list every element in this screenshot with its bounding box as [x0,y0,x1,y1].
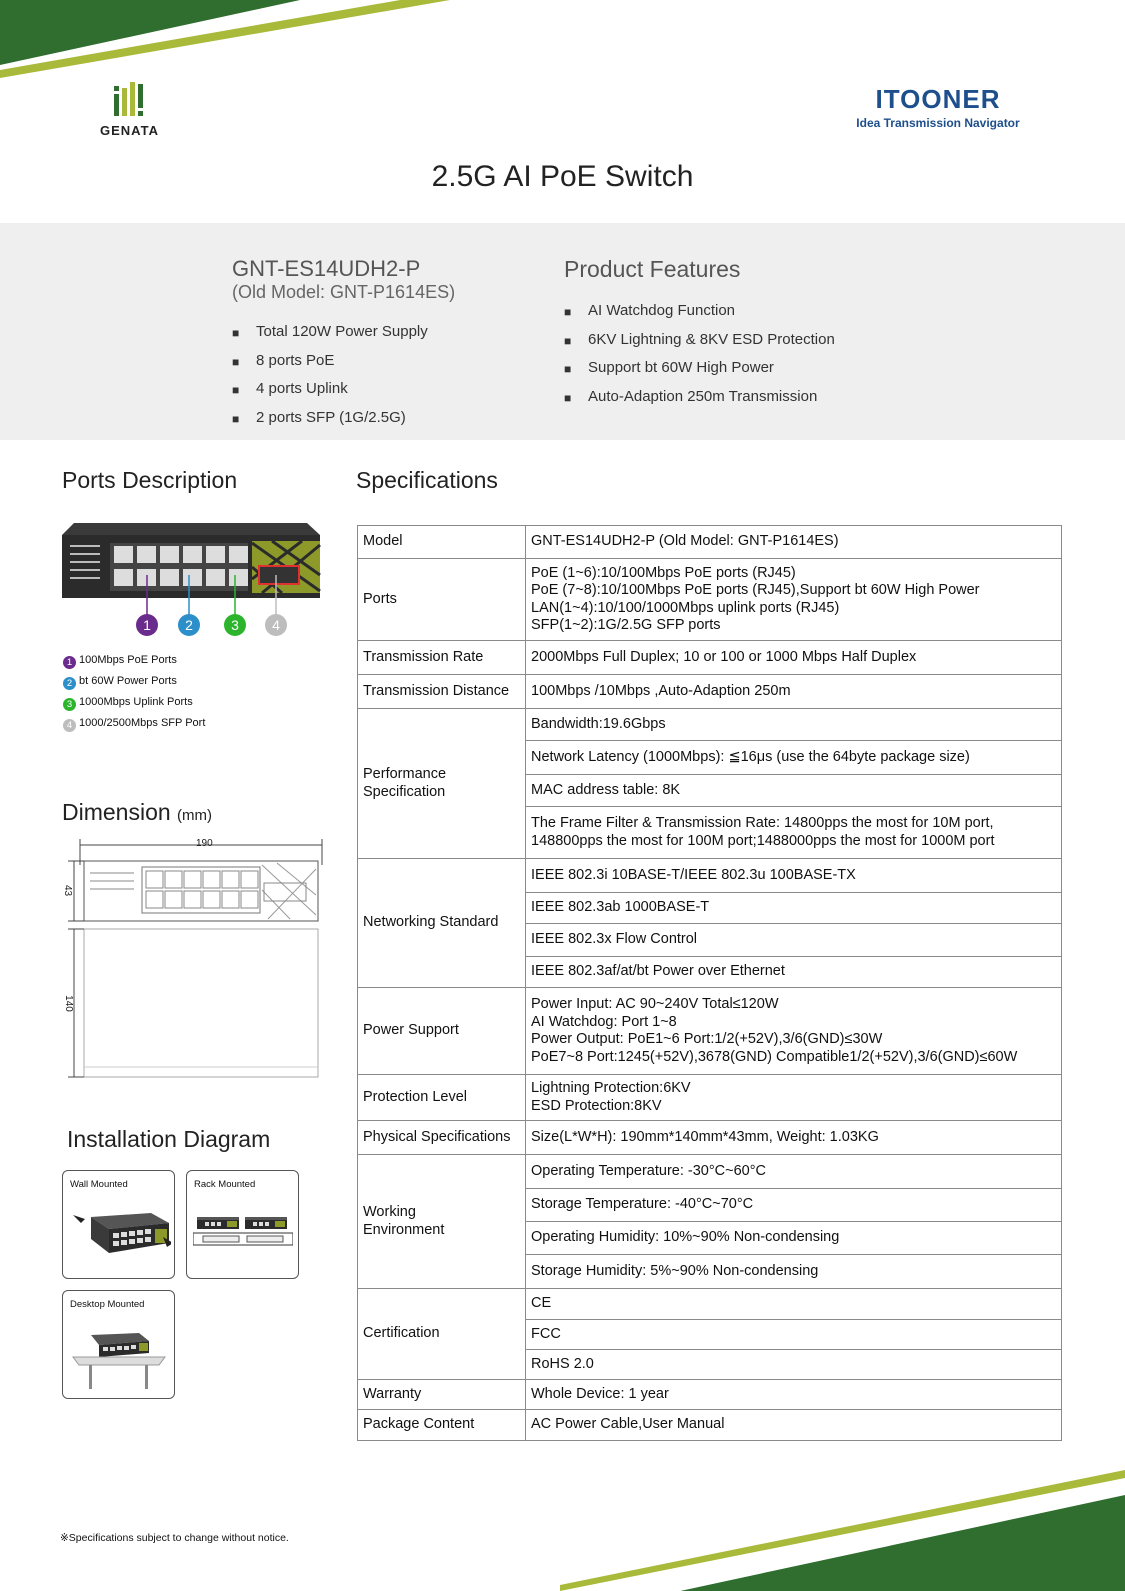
desktop-mounted-box [62,1290,175,1399]
spec-value: Network Latency (1000Mbps): ≦16μs (use the 64byte package size) [526,741,1062,775]
list-item: ■ 6KV Lightning & 8KV ESD Protection [564,330,835,348]
old-model-name: (Old Model: GNT-P1614ES) [232,282,456,302]
table-row [358,709,1062,741]
port-legend-1: 1 100Mbps PoE Ports [63,654,177,669]
product-summary-band [0,223,1125,440]
features-list [564,302,835,416]
list-item: ■ 8 ports PoE [232,351,335,369]
port-badge-3: 3 [224,614,246,636]
itooner-logo [838,84,1038,134]
model-name: GNT-ES14UDH2-P [232,256,421,281]
spec-value: FCC [526,1320,1062,1350]
list-item: ■ AI Watchdog Function [564,302,736,319]
genata-logo [100,82,170,142]
top-left-stripes [0,0,460,100]
ports-description-title: Ports Description [62,467,238,493]
desktop-mounted-image [69,1323,169,1393]
spec-value: Operating Humidity: 10%~90% Non-condensing [526,1222,1062,1255]
list-item: ■ Total 120W Power Supply [232,323,428,340]
spec-value: The Frame Filter & Transmission Rate: 14800pps the most for 10M port, 148800pps the most for 100M port;1488000pps the most for 1000M port [526,807,1062,859]
spec-key: Power Support [358,988,526,1075]
spec-key: Protection Level [358,1075,526,1121]
table-row [358,641,1062,675]
spec-value: 2000Mbps Full Duplex; 10 or 100 or 1000 Mbps Half Duplex [526,641,1062,675]
spec-value: AC Power Cable,User Manual [526,1410,1062,1441]
spec-value: Storage Temperature: -40°C~70°C [526,1189,1062,1222]
spec-key: Performance Specification [358,709,526,859]
port-badge-2: 2 [178,614,200,636]
spec-value: PoE (1~6):10/100Mbps PoE ports (RJ45) PoE (7~8):10/100Mbps PoE ports (RJ45),Support bt 60W High Power LAN(1~4):10/100/1000Mbps uplink ports (RJ45) SFP(1~2):1G/2.5G SFP ports [526,559,1062,641]
spec-value: RoHS 2.0 [526,1350,1062,1380]
spec-value: IEEE 802.3ab 1000BASE-T [526,893,1062,924]
spec-value: GNT-ES14UDH2-P (Old Model: GNT-P1614ES) [526,526,1062,559]
spec-value: Whole Device: 1 year [526,1380,1062,1410]
port-legend-3: 3 1000Mbps Uplink Ports [63,696,193,711]
spec-key: Physical Specifications [358,1121,526,1155]
genata-logo-mark [114,82,154,118]
rack-mounted-image [193,1215,293,1255]
table-row [358,1380,1062,1410]
list-item: ■ 2 ports SFP (1G/2.5G) [232,408,406,426]
genata-logo-text: GENATA [100,123,159,138]
port-legend-2: 2 bt 60W Power Ports [63,675,177,690]
spec-value: IEEE 802.3af/at/bt Power over Ethernet [526,957,1062,988]
list-item: ■ Support bt 60W High Power [564,359,774,376]
spec-value: MAC address table: 8K [526,775,1062,807]
dimension-height-label: 43 [62,884,74,897]
spec-value: Bandwidth:19.6Gbps [526,709,1062,741]
table-row [358,1121,1062,1155]
desktop-mounted-label: Desktop Mounted [70,1299,145,1310]
spec-value: CE [526,1289,1062,1320]
table-row [358,526,1062,559]
port-badge-1: 1 [136,614,158,636]
spec-key: Certification [358,1289,526,1380]
table-row [358,1075,1062,1121]
spec-value: Power Input: AC 90~240V Total≤120W AI Watchdog: Port 1~8 Power Output: PoE1~6 Port:1/2(+52V),3/6(GND)≤30W PoE7~8 Port:1245(+52V),3678(GND) Compatible1/2(+52V),3/6(GND)≤60W [526,988,1062,1075]
dimension-drawing [62,835,327,1090]
dimension-title: Dimension (mm) [62,799,213,825]
table-row [358,559,1062,641]
rack-mounted-box [186,1170,299,1279]
rack-mounted-label: Rack Mounted [194,1179,256,1190]
bottom-right-stripes [560,1470,1125,1591]
installation-title: Installation Diagram [67,1126,271,1152]
table-row [358,1410,1062,1441]
wall-mounted-box [62,1170,175,1279]
spec-key: Model [358,526,526,559]
specifications-table [357,525,1062,1441]
table-row [358,675,1062,709]
footnote: ※Specifications subject to change without notice. [60,1532,289,1544]
spec-value: IEEE 802.3i 10BASE-T/IEEE 802.3u 100BASE-TX [526,859,1062,893]
specifications-title: Specifications [356,467,498,493]
spec-value: Storage Humidity: 5%~90% Non-condensing [526,1255,1062,1289]
itooner-tagline: Idea Transmission Navigator [856,116,1020,130]
spec-value: Operating Temperature: -30°C~60°C [526,1155,1062,1189]
highlight-list [232,323,428,437]
spec-key: Transmission Rate [358,641,526,675]
list-item: ■ 4 ports Uplink [232,380,348,397]
port-legend-4: 4 1000/2500Mbps SFP Port [63,717,205,732]
table-row [358,859,1062,893]
spec-key: Warranty [358,1380,526,1410]
table-row [358,1155,1062,1189]
spec-value: Size(L*W*H): 190mm*140mm*43mm, Weight: 1.03KG [526,1121,1062,1155]
port-badge-4: 4 [265,614,287,636]
wall-mounted-image [71,1209,171,1259]
spec-key: Networking Standard [358,859,526,988]
spec-key: Ports [358,559,526,641]
spec-value: Lightning Protection:6KV ESD Protection:8KV [526,1075,1062,1121]
spec-key: Working Environment [358,1155,526,1289]
features-title: Product Features [564,256,741,282]
dimension-depth-label: 140 [62,995,74,1012]
spec-key: Transmission Distance [358,675,526,709]
table-row [358,988,1062,1075]
wall-mounted-label: Wall Mounted [70,1179,128,1190]
dimension-width-label: 190 [196,838,213,849]
spec-key: Package Content [358,1410,526,1441]
spec-value: IEEE 802.3x Flow Control [526,924,1062,957]
spec-value: 100Mbps /10Mbps ,Auto-Adaption 250m [526,675,1062,709]
list-item: ■ Auto-Adaption 250m Transmission [564,387,818,405]
itooner-logo-text: ITOONER [875,84,1001,114]
page-title: 2.5G AI PoE Switch [431,160,694,193]
table-row [358,1289,1062,1320]
